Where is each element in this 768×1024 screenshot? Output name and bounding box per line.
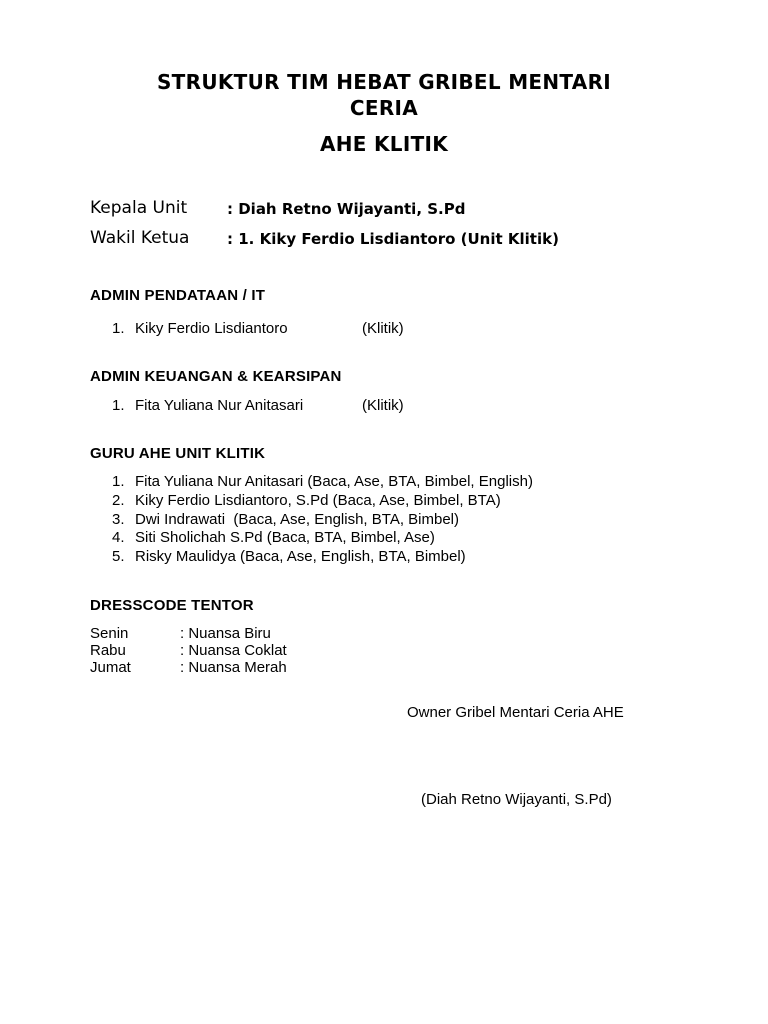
list-item-text: Fita Yuliana Nur Anitasari (Baca, Ase, BTA, Bimbel, English) <box>135 473 533 490</box>
wakil-ketua-label: Wakil Ketua <box>90 228 190 248</box>
list-item <box>112 548 533 567</box>
list-item-number: 1. <box>112 320 125 337</box>
dresscode-heading: DRESSCODE TENTOR <box>90 597 254 614</box>
list-item-unit: (Klitik) <box>362 397 404 414</box>
list-item <box>112 320 404 339</box>
admin-keuangan-heading: ADMIN KEUANGAN & KEARSIPAN <box>90 368 342 385</box>
list-item-number: 5. <box>112 548 125 566</box>
wakil-ketua-value: : 1. Kiky Ferdio Lisdiantoro (Unit Klitik) <box>227 230 559 248</box>
list-item <box>112 492 533 511</box>
dresscode-day: Jumat <box>90 659 131 676</box>
list-item-name: Kiky Ferdio Lisdiantoro <box>135 320 288 337</box>
list-item <box>112 397 404 416</box>
list-item-number: 3. <box>112 510 125 528</box>
list-item-text: Risky Maulidya (Baca, Ase, English, BTA, Bimbel) <box>135 548 466 566</box>
dresscode-row <box>90 625 390 642</box>
list-item-text: Dwi Indrawati (Baca, Ase, English, BTA, Bimbel) <box>135 510 460 528</box>
owner-signature-line: Owner Gribel Mentari Ceria AHE <box>407 704 624 721</box>
document-title-line2: CERIA <box>349 96 419 120</box>
admin-it-heading: ADMIN PENDATAAN / IT <box>90 287 266 304</box>
dresscode-day: Senin <box>90 625 129 642</box>
guru-heading: GURU AHE UNIT KLITIK <box>90 445 266 462</box>
dresscode-value: : Nuansa Coklat <box>180 642 287 659</box>
admin-it-list <box>112 320 404 339</box>
kepala-unit-value: : Diah Retno Wijayanti, S.Pd <box>227 200 466 218</box>
guru-list <box>112 473 533 567</box>
list-item-number: 1. <box>112 473 125 490</box>
dresscode-row <box>90 642 390 659</box>
owner-name: (Diah Retno Wijayanti, S.Pd) <box>421 791 612 808</box>
list-item-text: Kiky Ferdio Lisdiantoro, S.Pd (Baca, Ase, Bimbel, BTA) <box>135 491 501 509</box>
document-title-line1: STRUKTUR TIM HEBAT GRIBEL MENTARI <box>156 70 612 94</box>
list-item-number: 2. <box>112 491 125 509</box>
kepala-unit-label: Kepala Unit <box>90 198 188 218</box>
list-item-text: Siti Sholichah S.Pd (Baca, BTA, Bimbel, Ase) <box>135 529 435 547</box>
dresscode-row <box>90 659 390 676</box>
list-item <box>112 473 533 492</box>
dresscode-value: : Nuansa Merah <box>180 659 287 676</box>
list-item <box>112 529 533 548</box>
list-item-unit: (Klitik) <box>362 320 404 337</box>
dresscode-day: Rabu <box>90 642 126 659</box>
list-item-number: 1. <box>112 397 125 414</box>
dresscode-table <box>90 625 390 676</box>
list-item <box>112 511 533 530</box>
list-item-name: Fita Yuliana Nur Anitasari <box>135 397 304 414</box>
dresscode-value: : Nuansa Biru <box>180 625 271 642</box>
admin-keuangan-list <box>112 397 404 416</box>
list-item-number: 4. <box>112 529 125 547</box>
document-subtitle: AHE KLITIK <box>319 132 449 156</box>
